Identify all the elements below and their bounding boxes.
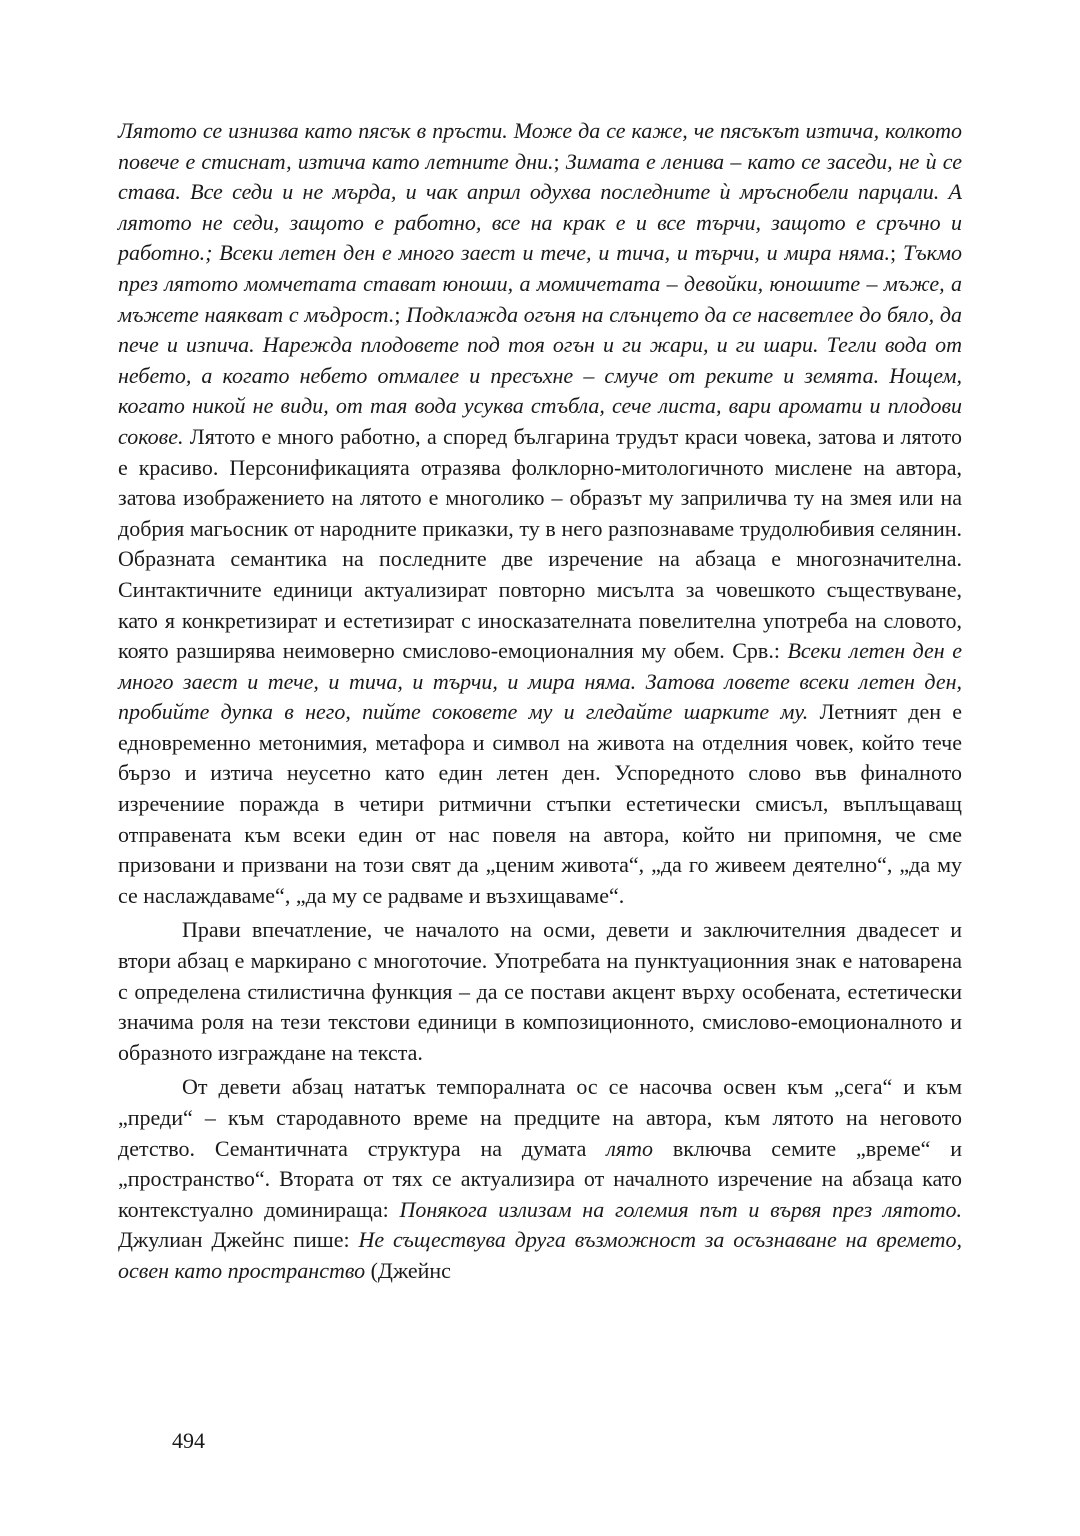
quote-segment: Понякога излизам на големия път и вървя през лятото. <box>399 1196 962 1222</box>
page-body <box>118 116 962 1287</box>
paragraph-1 <box>118 116 962 911</box>
text-segment: Летният ден е едновременно метонимия, метафора и символ на живота на отделния човек, който тече бързо и изтича неусетно като един летен ден. Успоредното слово във финалното изречениие поражда в четири ритмични стъпки естетически смисъл, въплъщаващ отправената към всеки един от нас повеля на автора, който ни припомня, че сме призовани и призвани на този свят да „ценим живота“, „да го живеем деятелно“, „да му се наслаждаваме“, „да му се радваме и възхищаваме“. <box>118 699 962 908</box>
quote-segment: Всеки летен ден е много заест и тече, и тича, и търчи, и мира няма. Затова ловете всеки летен ден, пробийте дупка в него, пийте соковете му и гледайте шарките му. <box>118 638 962 725</box>
quote-segment: Не съществува друга възможност за осъзнаване на времето, освен като пространство <box>118 1227 963 1283</box>
text-segment: (Джейнс <box>365 1257 451 1283</box>
text-segment: От девети абзац нататък темпоралната ос се насочва освен към „сега“ и към „преди“ – към стародавното време на предците на автора, към лятото на неговото детство. Семантичната структура на думата <box>118 1074 962 1161</box>
text-segment: Лятото е много работно, а според българина трудът краси човека, затова и лятото е красиво. Персонификацията отразява фолклорно-митологичното мислене на автора, затова изображението на лятото е многолико – образът му заприличва ту на змея или на добрия магьосник от народните приказки, ту в него разпознаваме трудолюбивия селянин. Образната семантика на последните две изречение на абзаца е многозначителна. Синтактичните единици актуализират повторно мисълта за човешкото съществуване, като я конкретизират и естетизират с иносказателната повелителна употреба на словото, която разширява неимоверно смислово-емоционалния му обем. Срв.: <box>118 423 962 664</box>
page-number: 494 <box>172 1428 205 1453</box>
text-segment: включва семите „време“ и „пространство“. Втората от тях се актуализира от началното изречение на абзаца като контекстуално доминираща: <box>118 1135 962 1222</box>
text-segment: Джулиан Джейнс пише: <box>118 1227 359 1253</box>
emphasis-segment: лято <box>606 1135 653 1161</box>
quote-segment: Тъкмо през лятото момчетата стават юноши, а момичетата – девойки, юношите – мъже, а мъжете наякват с мъдрост. <box>118 240 962 327</box>
paragraph-2 <box>118 915 962 1068</box>
quote-segment: Лятото се изнизва като пясък в пръсти. Може да се каже, че пясъкът изтича, колкото повече е стиснат, изтича като летните дни. <box>118 118 962 174</box>
text-segment: Прави впечатление, че началото на осми, девети и заключителния двадесет и втори абзац е маркирано с многоточие. Употребата на пунктуационния знак е натоварена с определена стилистична функция – да се постави акцент върху особената, естетически значима роля на тези текстови единици в композиционното, смислово-емоционалното и образното изграждане на текста. <box>118 917 962 1065</box>
quote-segment: Подклажда огъня на слънцето да се насветлее до бяло, да пече и изпича. Нарежда плодовете под тоя огън и ги жари, и ги шари. Тегли вода от небето, а когато небето отмалее и пресъхне – смуче от реките и земята. Нощем, когато никой не види, от тая вода усуква стъбла, сече листа, вари аромати и плодови сокове. <box>118 301 962 449</box>
paragraph-3 <box>118 1072 962 1286</box>
text-segment: ; <box>553 148 566 174</box>
text-segment: ; <box>394 301 407 327</box>
quote-segment: Зимата е ленива – като се заседи, не ѝ се става. Все седи и не мърда, и чак април одухва последните ѝ мръснобели парцали. А лятото не седи, защото е работно, все на крак е и все търчи, защото е сръчно и работно.; Всеки летен ден е много заест и тече, и тича, и търчи, и мира няма. <box>118 148 962 266</box>
text-segment: ; <box>890 240 903 266</box>
